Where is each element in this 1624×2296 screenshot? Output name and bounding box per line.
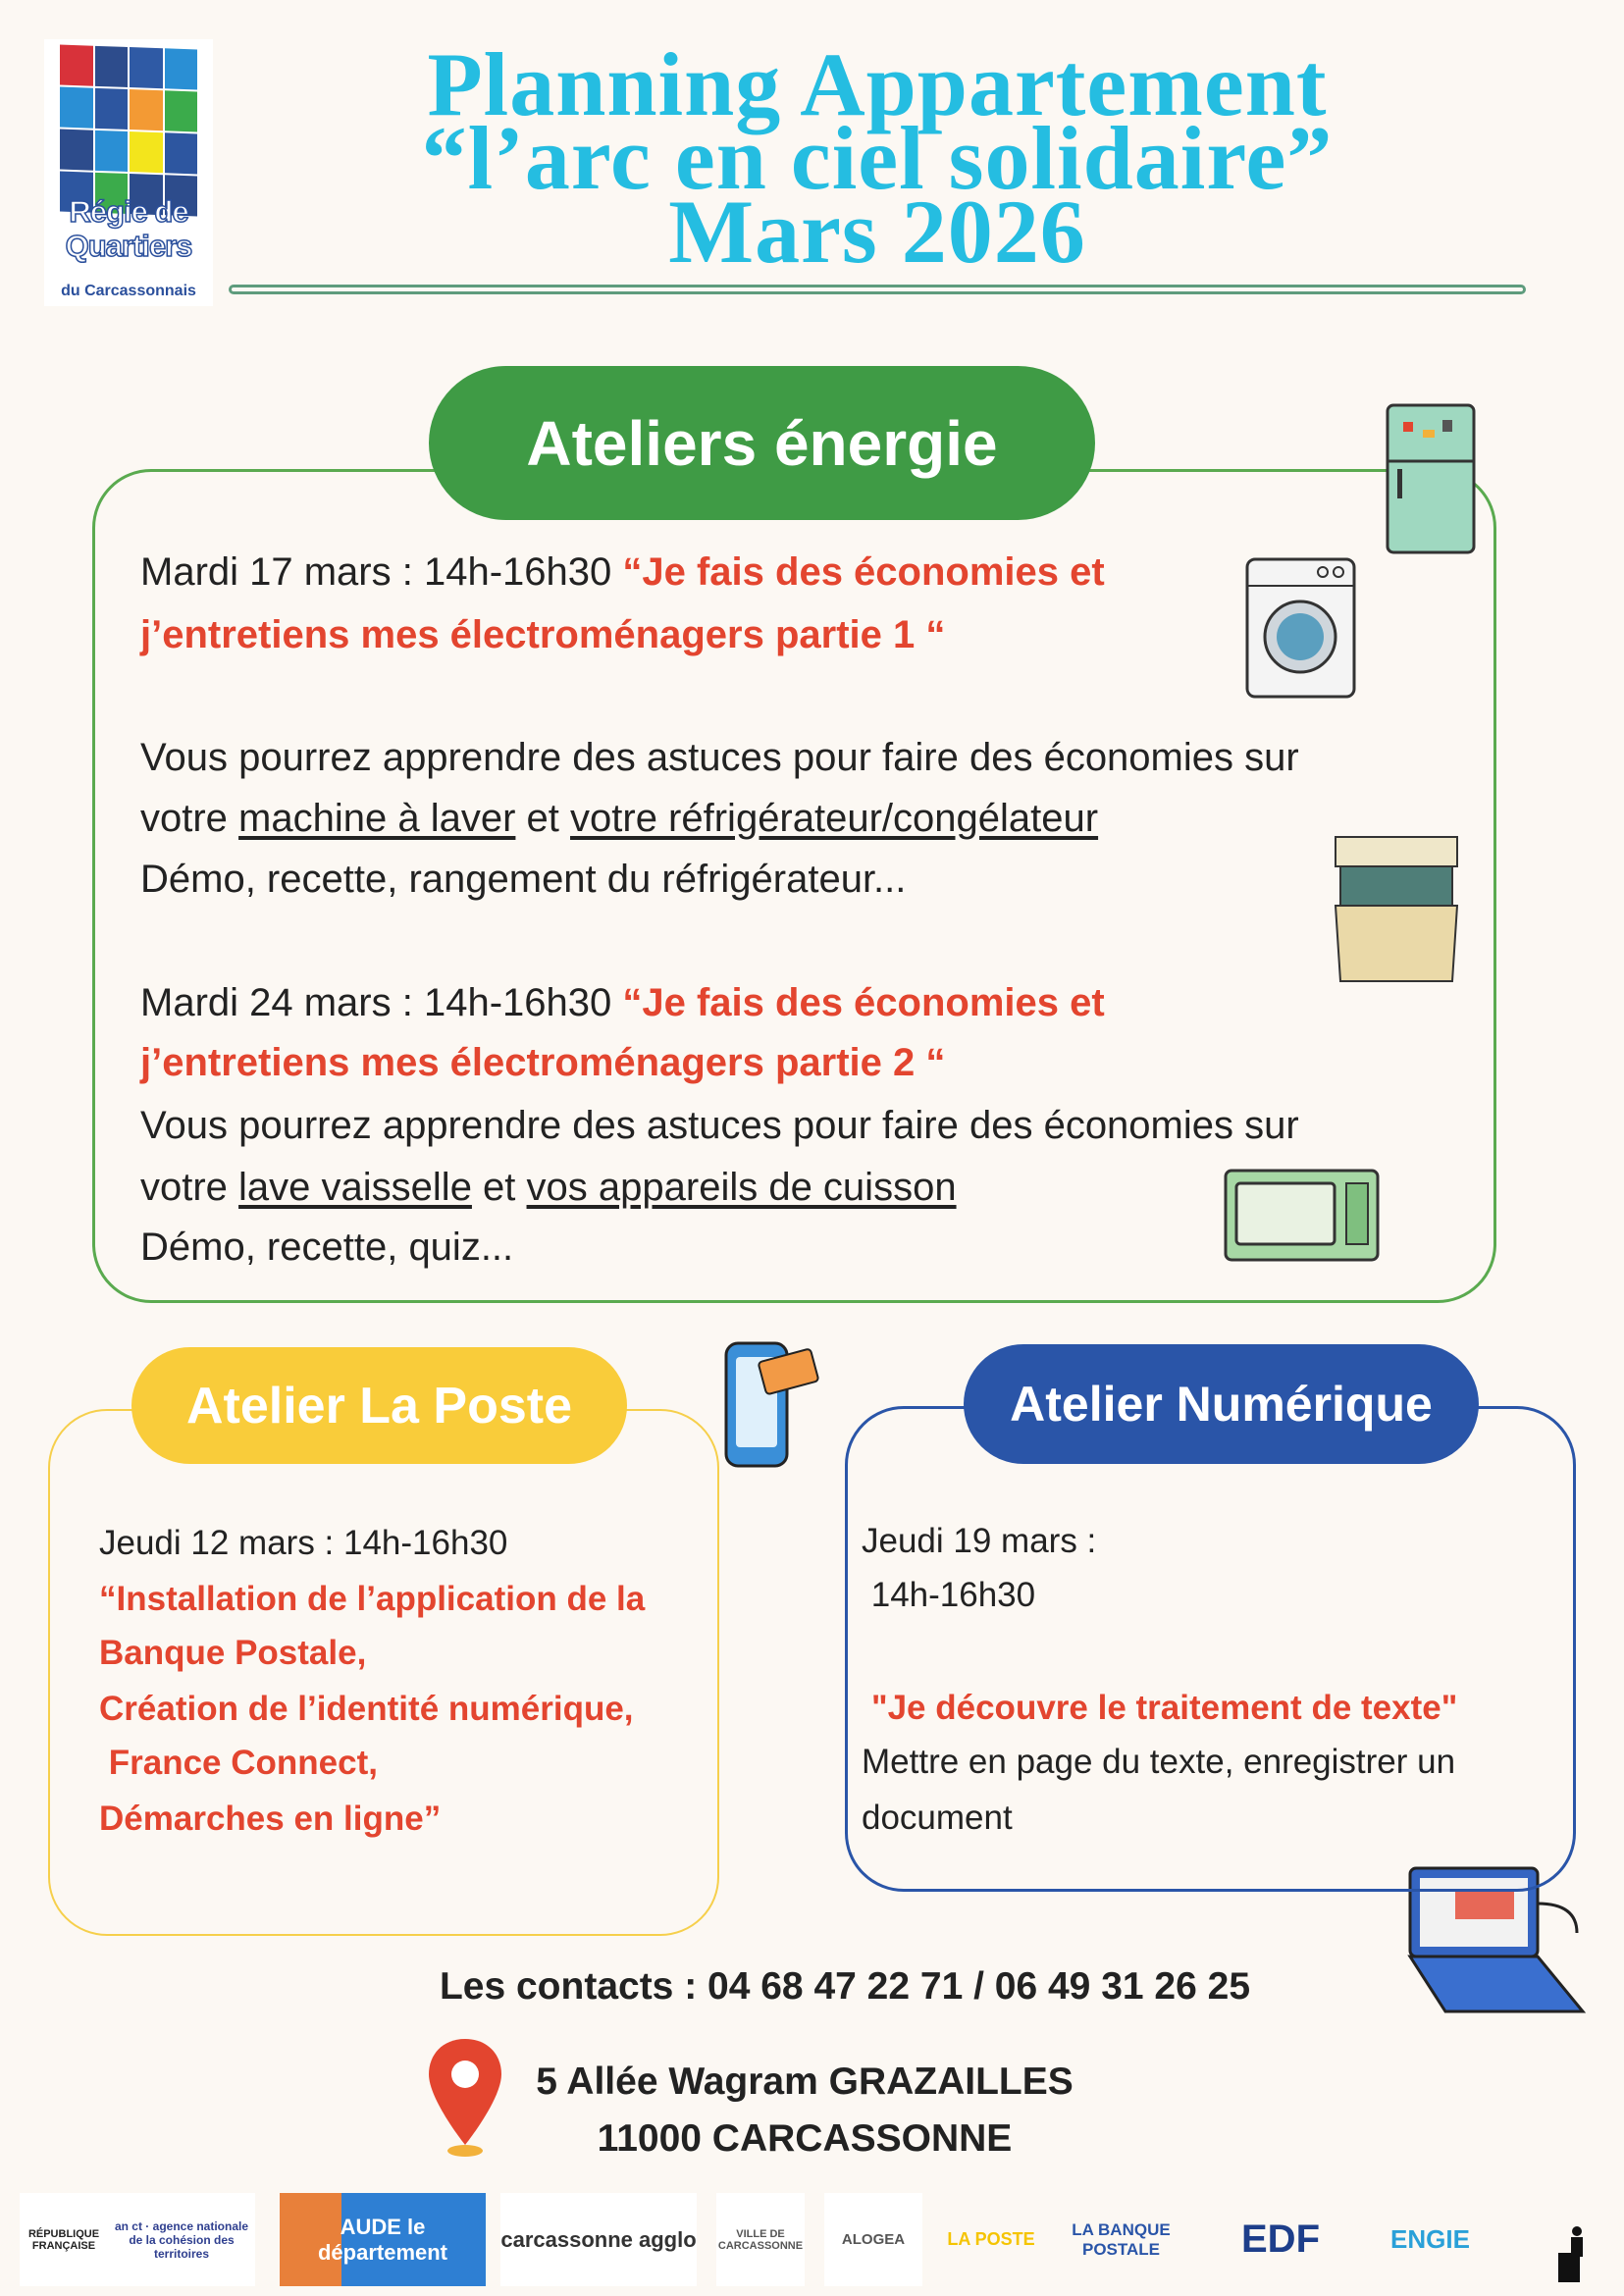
- session1-desc-line3: Démo, recette, rangement du réfrigérateur...: [140, 858, 907, 901]
- session2-desc-line2: [140, 1166, 957, 1210]
- logo-text-line1: Régie de: [69, 194, 188, 229]
- logo-text-line3: du Carcassonnais: [61, 283, 196, 299]
- cooking-appliances-text: vos appareils de cuisson: [526, 1166, 957, 1209]
- location-pin-icon: [425, 2035, 505, 2160]
- ville-de-carcassonne-logo: VILLE DE CARCASSONNE: [716, 2193, 805, 2286]
- page-title-line3: Mars 2026: [668, 182, 1086, 282]
- logo-tile: [60, 45, 93, 86]
- numerique-date: Jeudi 19 mars :: [862, 1522, 1097, 1560]
- la-poste-date: Jeudi 12 mars : 14h-16h30: [99, 1524, 508, 1562]
- numerique-title: "Je découvre le traitement de texte": [871, 1689, 1458, 1727]
- logo-tile: [130, 47, 163, 88]
- mobile-banking-icon: [722, 1335, 820, 1470]
- aude-departement-logo: AUDE le département: [280, 2193, 486, 2286]
- anct-logo: an ct · agence nationale de la cohésion des territoires: [108, 2193, 255, 2286]
- microwave-icon: [1223, 1168, 1381, 1263]
- ateliers-energie-heading: Ateliers énergie: [429, 366, 1095, 520]
- la-poste-logo: LA POSTE: [947, 2229, 1035, 2249]
- session2-desc-line3: Démo, recette, quiz...: [140, 1226, 514, 1269]
- text: et: [515, 797, 571, 840]
- washing-machine-icon: [1244, 556, 1357, 700]
- session2-line1: [140, 981, 1105, 1025]
- la-poste-title-line: Création de l’identité numérique,: [99, 1690, 634, 1728]
- text: votre: [140, 797, 239, 840]
- logo-tile: [60, 130, 93, 171]
- page-title-line2: “l’arc en ciel solidaire”: [421, 108, 1334, 208]
- fridge-text: votre réfrigérateur/congélateur: [570, 797, 1099, 840]
- logo-tile: [95, 88, 129, 130]
- republique-francaise-logo: RÉPUBLIQUE FRANÇAISE: [20, 2193, 108, 2286]
- logo-tile: [60, 87, 93, 129]
- session1-date: Mardi 17 mars : 14h-16h30: [140, 550, 623, 594]
- session2-desc: Vous pourrez apprendre des astuces pour faire des économies sur: [140, 1104, 1299, 1147]
- regie-de-quartiers-logo: [44, 39, 213, 306]
- session1-title-cont: j’entretiens mes électroménagers partie 1 “: [140, 613, 946, 656]
- banque-postale-logo: LA BANQUE POSTALE: [1072, 2219, 1171, 2259]
- dishwasher-icon: [1333, 834, 1460, 984]
- session2-date: Mardi 24 mars : 14h-16h30: [140, 981, 623, 1024]
- logo-tile: [95, 130, 129, 172]
- alogea-logo: ALOGEA: [824, 2193, 922, 2286]
- la-poste-title-line: “Installation de l’application de la: [99, 1580, 646, 1618]
- session1-line1: [140, 550, 1105, 595]
- session1-desc-line2: [140, 797, 1098, 841]
- atelier-la-poste-heading: Atelier La Poste: [131, 1347, 627, 1464]
- la-poste-title-line: Banque Postale,: [99, 1634, 367, 1672]
- numerique-time: 14h-16h30: [862, 1576, 1036, 1614]
- session1-desc: Vous pourrez apprendre des astuces pour faire des économies sur: [140, 736, 1299, 779]
- recycle-bin-icon: [1555, 2225, 1590, 2284]
- atelier-la-poste-box: [48, 1409, 719, 1936]
- session2-title: “Je fais des économies et: [622, 981, 1105, 1024]
- dishwasher-text: lave vaisselle: [238, 1166, 472, 1209]
- logo-tile: [165, 48, 198, 89]
- text: votre: [140, 1166, 239, 1209]
- text: et: [471, 1166, 527, 1209]
- contacts-phone: Les contacts : 04 68 47 22 71 / 06 49 31 26 25: [439, 1965, 1251, 2008]
- logo-tile: [165, 132, 198, 174]
- title-divider: [229, 285, 1526, 294]
- logo-tile: [95, 46, 129, 87]
- carcassonne-agglo-logo: carcassonne agglo: [500, 2193, 697, 2286]
- session1-title: “Je fais des économies et: [622, 550, 1105, 594]
- numerique-desc-line2: document: [862, 1799, 1013, 1837]
- logo-text-line2: Quartiers: [65, 229, 192, 263]
- page-title-line1: Planning Appartement: [427, 34, 1328, 134]
- logo-mosaic: [60, 45, 197, 217]
- numerique-desc: Mettre en page du texte, enregistrer un: [862, 1743, 1456, 1781]
- session2-title-cont: j’entretiens mes électroménagers partie 2 “: [140, 1041, 946, 1084]
- atelier-numerique-heading: Atelier Numérique: [964, 1344, 1479, 1464]
- logo-tile: [130, 131, 163, 173]
- la-poste-title-line: Démarches en ligne”: [99, 1800, 442, 1838]
- logo-tile: [165, 90, 198, 131]
- address-line1: 5 Allée Wagram GRAZAILLES: [536, 2061, 1074, 2103]
- edf-logo: EDF: [1241, 2218, 1320, 2261]
- engie-logo: ENGIE: [1390, 2224, 1470, 2254]
- washing-machine-text: machine à laver: [238, 797, 516, 840]
- la-poste-title-line: France Connect,: [99, 1744, 378, 1782]
- address-line2: 11000 CARCASSONNE: [597, 2117, 1013, 2160]
- atelier-numerique-box: [845, 1406, 1576, 1892]
- fridge-icon: [1384, 402, 1479, 556]
- logo-tile: [130, 89, 163, 130]
